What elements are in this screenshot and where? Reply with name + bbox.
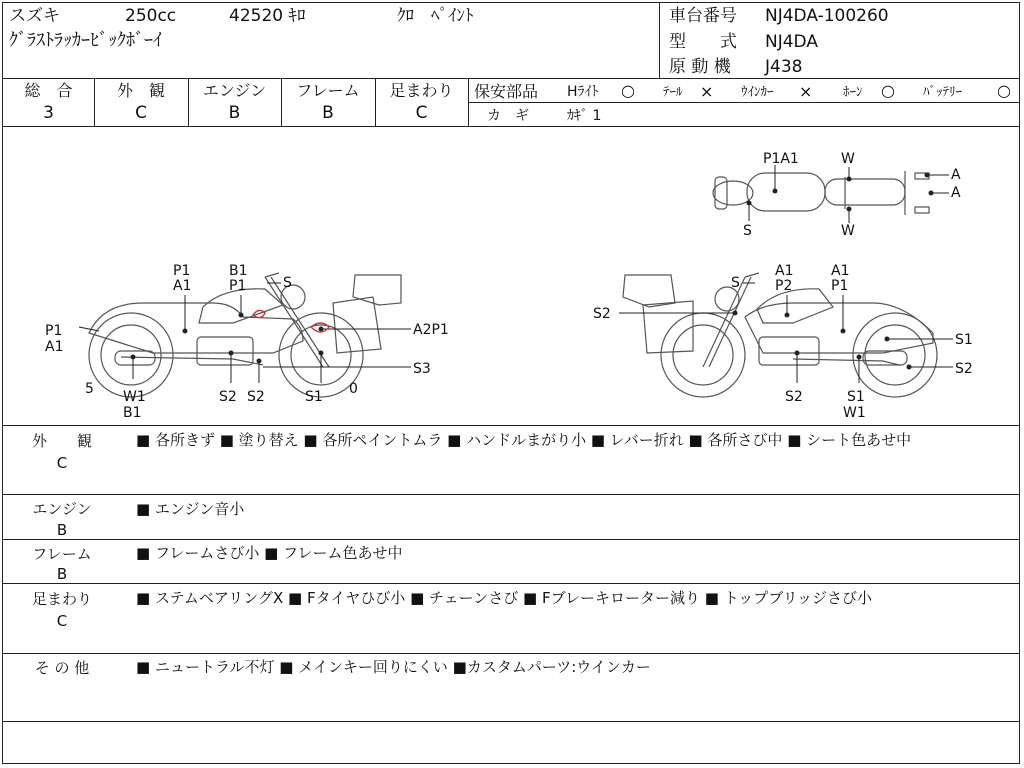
label-left: P1 [45,323,63,339]
label-left: A1 [45,339,64,355]
label-right: W1 [843,405,866,421]
label-right: A1 [775,263,794,279]
remark-category: 足まわり [31,590,92,608]
damage-markers [79,165,953,383]
chassis-label: 車台番号 [669,6,737,26]
remark-category: そ の 他 [34,659,90,677]
engine-grade: B [228,103,241,123]
remark-text: ■ フレームさび小 ■ フレーム色あせ中 [136,544,403,562]
frame-label: フレーム [296,81,360,100]
divider [3,539,1019,540]
battery-status-icon: ○ [997,81,1011,100]
overall-grade: 3 [43,103,54,123]
label-right: A1 [831,263,850,279]
label-right: S1 [847,389,865,405]
horn-label: ﾎｰﾝ [843,85,863,100]
engine-model-value: J438 [765,57,803,77]
engine-model-label: 原 動 機 [669,57,731,77]
chassis-value: NJ4DA-100260 [765,6,889,26]
label-right: S2 [955,361,973,377]
horn-status-icon: ○ [881,81,895,100]
remark-category: エンジン [32,500,92,518]
divider [3,494,1019,495]
type-label: 型 式 [669,32,737,52]
divider [3,653,1019,654]
label-left: 5 [85,381,94,397]
label-right: S2 [593,306,611,322]
key-value: ｶｷﾞ 1 [567,108,602,124]
label-left: A2P1 [413,322,449,338]
key-label: カ ギ [487,108,529,124]
label-left: S1 [305,389,323,405]
label-top: A [951,167,961,183]
remark-grade: C [56,454,68,472]
tail-label: ﾃｰﾙ [663,85,683,100]
divider [468,102,1019,103]
divider [3,721,1019,722]
label-left: P1 [229,278,247,294]
damage-diagram [3,127,1019,425]
label-left: B1 [229,263,248,279]
suspension-label: 足まわり [389,81,454,100]
label-right: P2 [775,278,793,294]
label-right: S [731,275,740,291]
label-left: P1 [173,263,191,279]
inspection-sheet [2,2,1020,764]
label-left: S [283,275,292,291]
top-view-bike [713,171,929,215]
headlight-label: Hﾗｲﾄ [567,84,599,100]
tail-status-icon: × [700,82,714,101]
label-top: A [951,185,961,201]
safety-parts-label: 保安部品 [474,82,539,101]
remark-grade: B [56,521,68,539]
divider [659,3,660,78]
label-right: S2 [785,389,803,405]
exterior-label: 外 観 [116,81,165,100]
divider [3,425,1019,426]
label-left: B1 [123,405,142,421]
label-top: P1A1 [763,151,799,167]
exterior-grade: C [135,103,147,123]
label-right: S1 [955,332,973,348]
suspension-grade: C [415,103,428,123]
label-left: 0 [349,381,358,397]
winker-status-icon: × [799,82,813,101]
displacement: 250cc [125,6,177,26]
label-left: S2 [219,389,237,405]
engine-label: エンジン [202,81,267,100]
divider [3,583,1019,584]
remark-category: 外 観 [31,432,92,450]
headlight-status-icon: ○ [621,81,635,100]
mileage: 42520 ｷﾛ [229,6,306,26]
label-left: A1 [173,278,192,294]
overall-label: 総 合 [24,81,73,100]
remark-text: ■ エンジン音小 [136,500,245,518]
maker: スズキ [9,6,60,26]
label-left: W1 [123,389,146,405]
divider [3,78,1019,79]
label-left: S2 [247,389,265,405]
color: ｸﾛ ﾍﾟｲﾝﾄ [397,6,474,26]
label-top: S [743,223,752,239]
label-right: P1 [831,278,849,294]
model-name: ｸﾞﾗｽﾄﾗｯｶｰﾋﾞｯｸﾎﾞｰｲ [9,30,162,51]
diagram-labels [45,151,973,421]
remark-grade: B [56,565,68,583]
label-left: S3 [413,361,431,377]
winker-label: ｳｲﾝｶｰ [741,85,774,100]
frame-grade: B [322,103,334,123]
remark-text: ■ 各所きず ■ 塗り替え ■ 各所ペイントムラ ■ ハンドルまがり小 ■ レバー折れ ■ 各所さび中 ■ シート色あせ中 [136,431,912,449]
remark-text: ■ ニュートラル不灯 ■ メインキー回りにくい ■カスタムパーツ:ウインカー [136,658,651,676]
battery-label: ﾊﾞｯﾃﾘｰ [923,85,962,100]
remark-category: フレーム [32,545,92,563]
label-top: W [841,223,855,239]
remark-text: ■ ステムベアリングX ■ Fタイヤひび小 ■ チェーンさび ■ Fブレーキローター減り ■ トップブリッジさび小 [136,589,873,607]
label-top: W [841,151,855,167]
type-value: NJ4DA [765,32,818,52]
remark-grade: C [56,612,68,630]
